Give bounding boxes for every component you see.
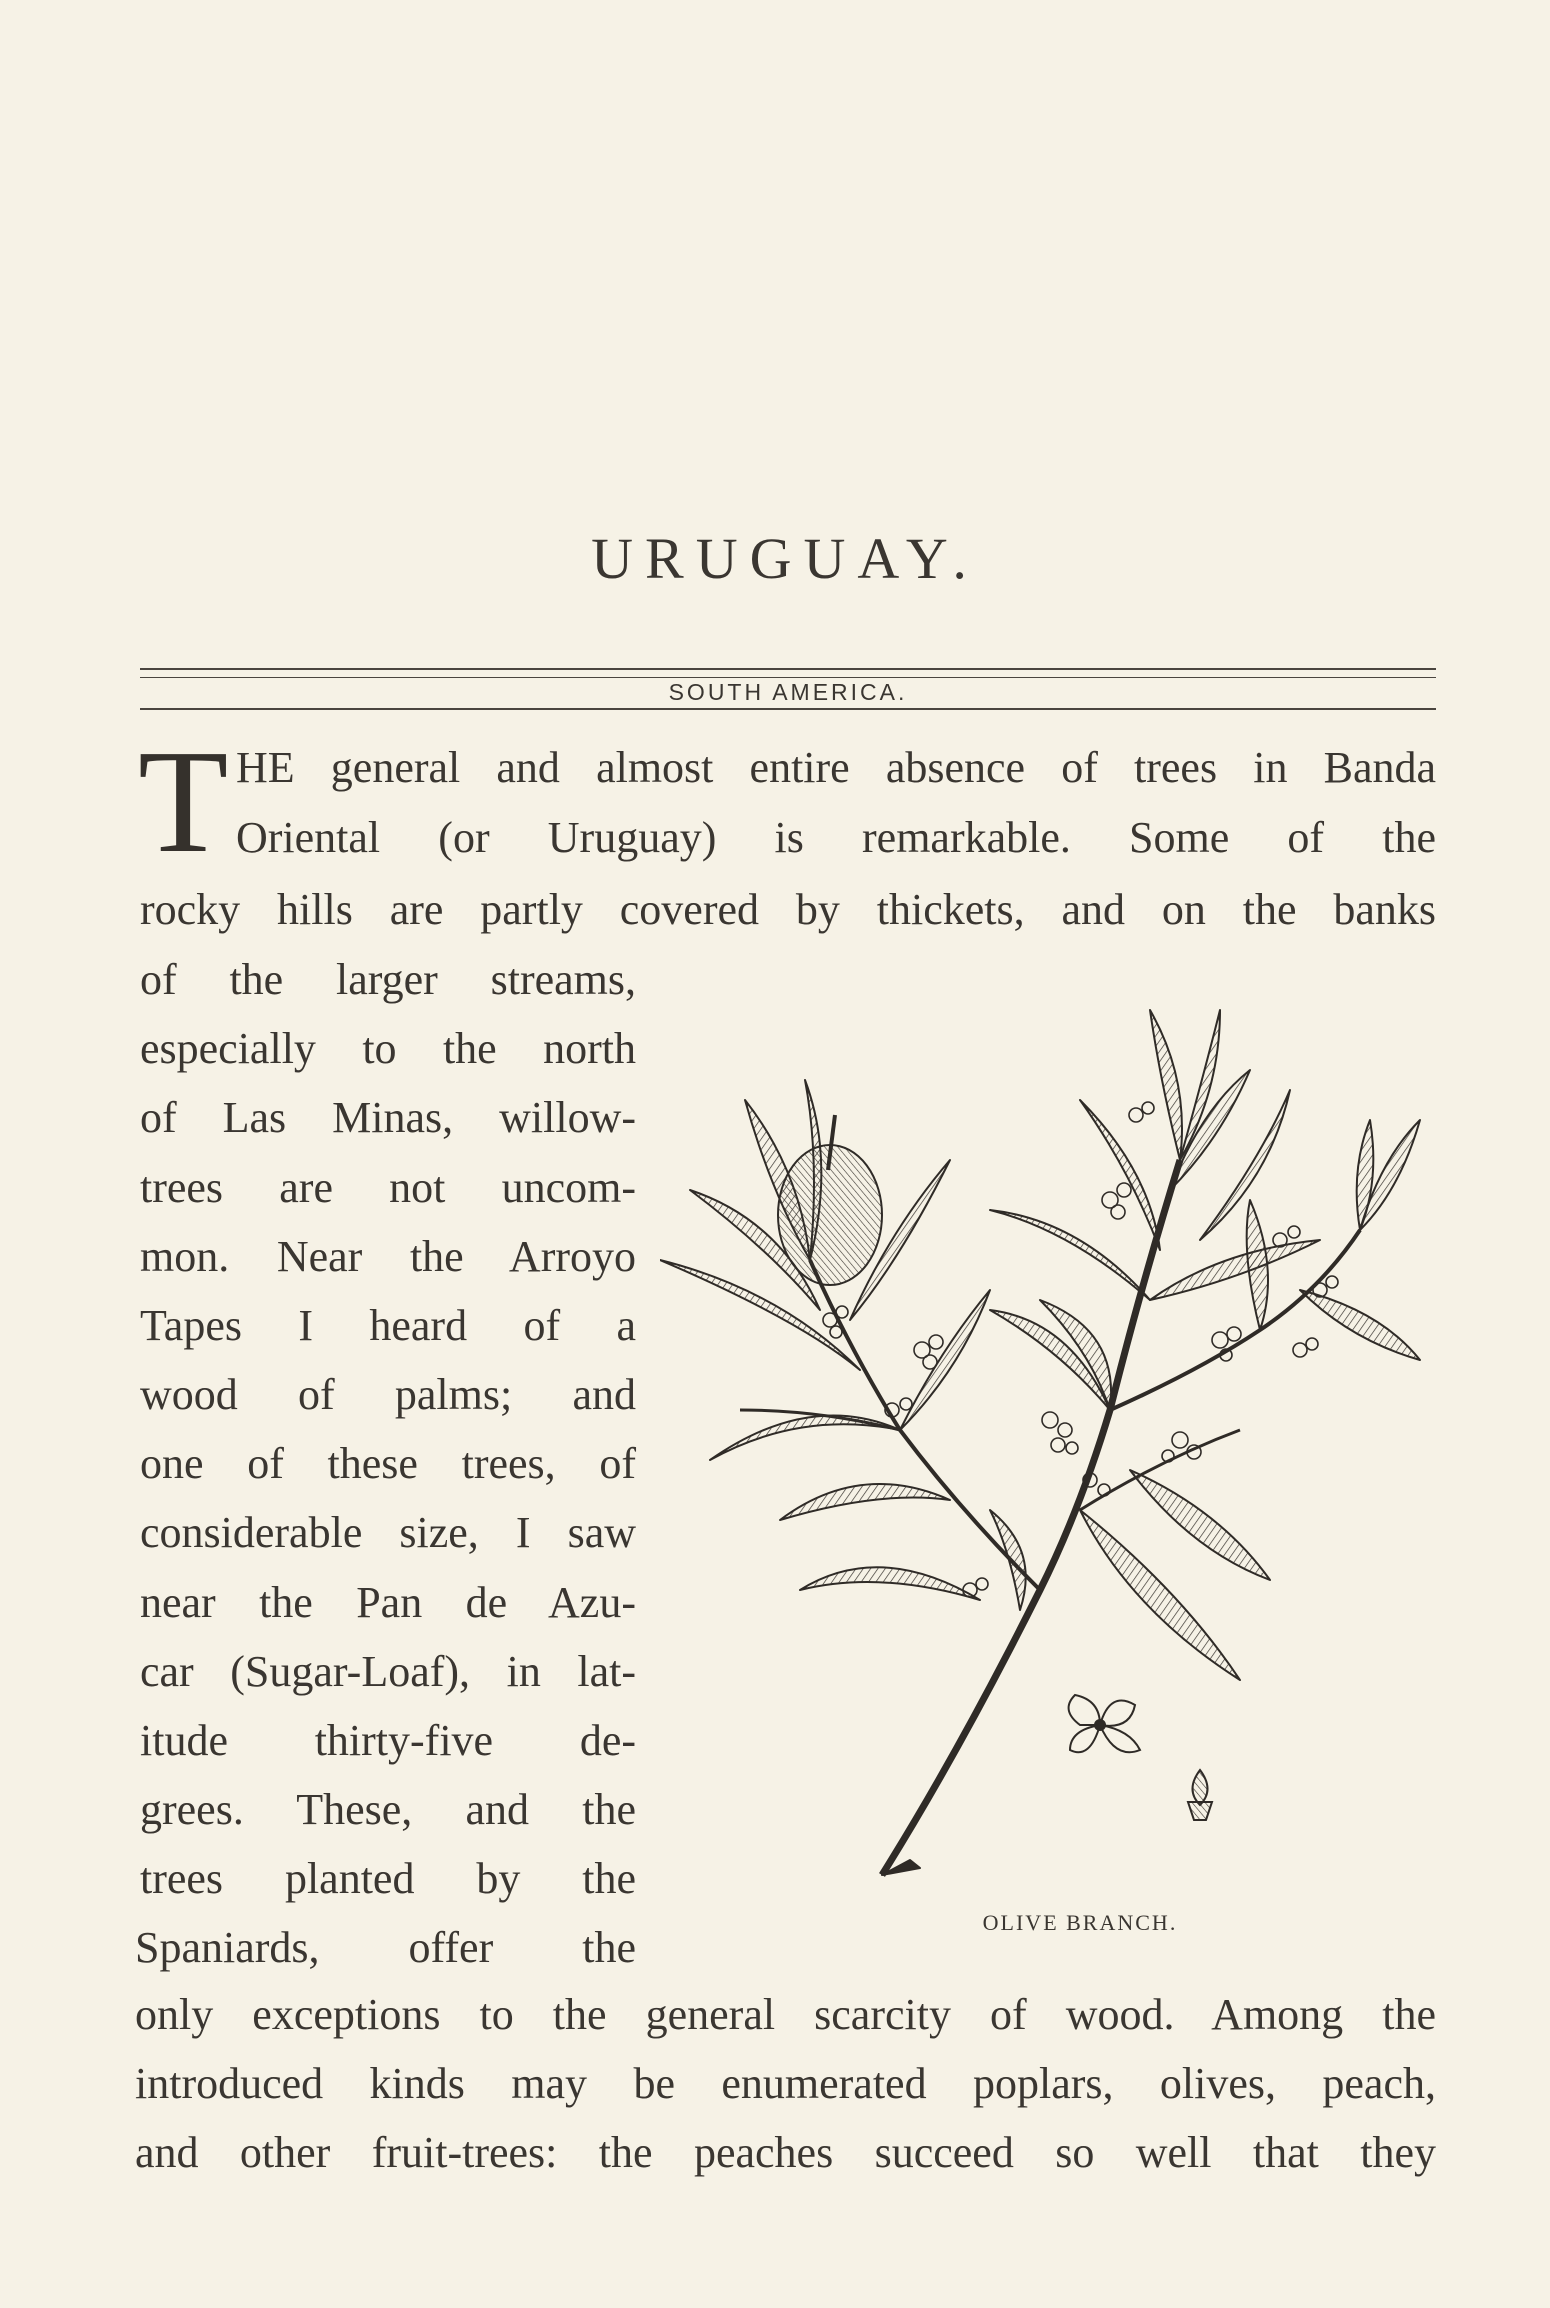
drop-cap: T [138,720,229,884]
text-line: one of these trees, of [140,1439,636,1488]
text-line: Spaniards, offer the [135,1923,636,1972]
text-line: and other fruit-trees: the peaches succeed so well that they [135,2128,1436,2177]
page-title: URUGUAY. [591,526,979,591]
text-line: introduced kinds may be enumerated poplars, olives, peach, [135,2059,1436,2108]
section-subtitle: SOUTH AMERICA. [668,679,908,705]
illustration-caption: OLIVE BRANCH. [982,1910,1178,1935]
text-line: HE general and almost entire absence of trees in Banda [236,743,1436,792]
text-line: grees. These, and the [140,1785,636,1834]
olive-branch-illustration [660,990,1440,1890]
text-line: considerable size, I saw [140,1508,636,1557]
text-line: Tapes I heard of a [140,1301,636,1350]
text-line: of Las Minas, willow- [140,1093,636,1142]
text-line: itude thirty-five de- [140,1716,636,1765]
text-line: car (Sugar-Loaf), in lat- [140,1647,636,1696]
text-line: trees are not uncom- [140,1163,636,1212]
top-rule [140,668,1436,670]
text-line: rocky hills are partly covered by thickets, and on the banks [140,885,1436,934]
text-line: especially to the north [140,1024,636,1073]
text-line: near the Pan de Azu- [140,1578,636,1627]
bottom-rule [140,708,1436,710]
text-line: of the larger streams, [140,955,636,1004]
text-line: wood of palms; and [140,1370,636,1419]
text-line: trees planted by the [140,1854,636,1903]
text-line: mon. Near the Arroyo [140,1232,636,1281]
text-line: Oriental (or Uruguay) is remarkable. Some of the [236,813,1436,862]
text-line: only exceptions to the general scarcity of wood. Among the [135,1990,1436,2039]
